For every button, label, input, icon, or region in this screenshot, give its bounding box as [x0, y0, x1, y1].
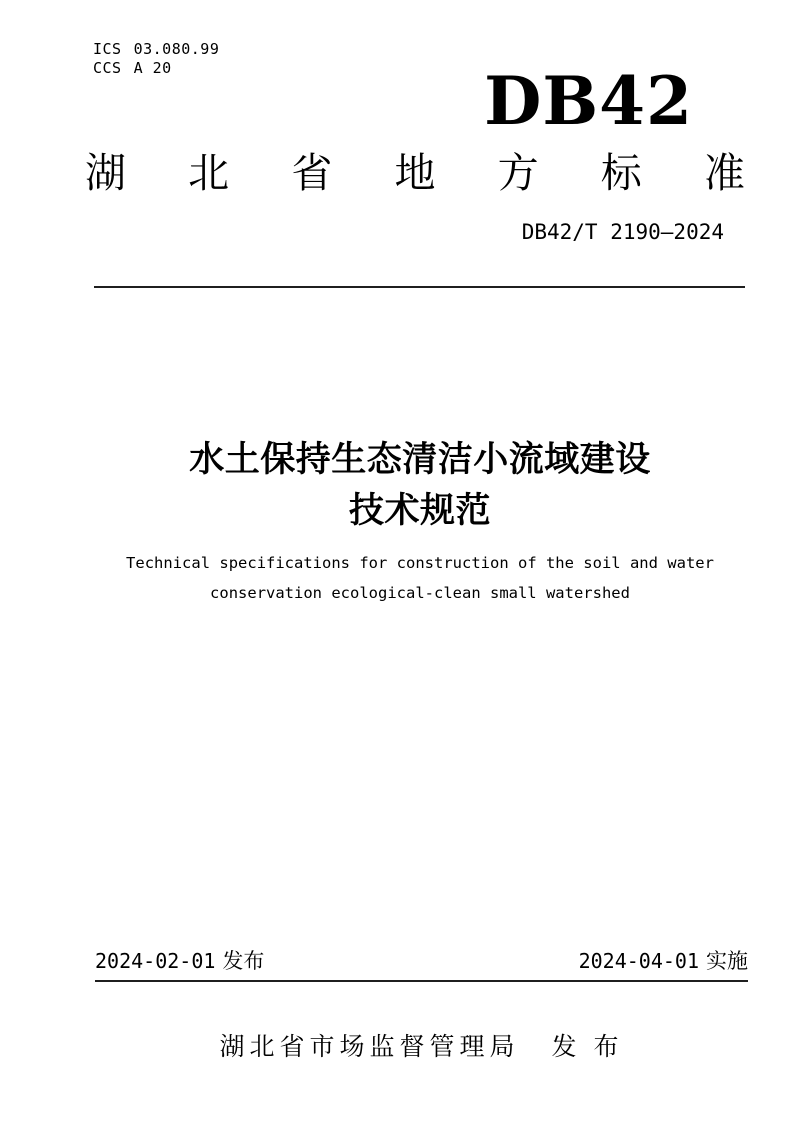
implement-date: 2024-04-01	[578, 949, 699, 973]
ics-code-line	[93, 40, 219, 59]
document-title-english	[95, 548, 745, 608]
classification-codes	[93, 40, 219, 78]
implement-date-block	[579, 949, 748, 974]
implement-label: 实施	[706, 950, 748, 973]
title-en-line-1: Technical specifications for construction of the soil and water	[126, 554, 714, 572]
dates-row	[95, 949, 748, 974]
db42-logo: DB42	[484, 62, 693, 140]
title-en-line-2: conservation ecological-clean small watershed	[210, 584, 630, 602]
top-divider-line	[94, 286, 745, 288]
ccs-value: A 20	[133, 59, 172, 77]
bottom-divider-line	[95, 980, 748, 982]
release-date: 2024-02-01	[95, 949, 216, 973]
release-label: 发布	[222, 950, 265, 973]
publisher-name: 湖北省市场监督管理局	[219, 1033, 520, 1061]
ccs-label: CCS	[93, 59, 122, 77]
publish-label: 发 布	[551, 1033, 624, 1061]
standard-type-row: 湖 北 省 地 方 标 准	[85, 150, 745, 196]
ics-label: ICS	[93, 40, 122, 58]
title-line-2: 技术规范	[348, 491, 491, 530]
publisher-line	[95, 1032, 748, 1062]
document-title-chinese	[95, 434, 745, 536]
standard-code: DB42/T 2190—2024	[521, 220, 724, 244]
ccs-code-line	[93, 59, 219, 78]
release-date-block	[95, 949, 264, 974]
ics-value: 03.080.99	[133, 40, 220, 58]
title-line-1: 水土保持生态清洁小流域建设	[189, 440, 651, 479]
